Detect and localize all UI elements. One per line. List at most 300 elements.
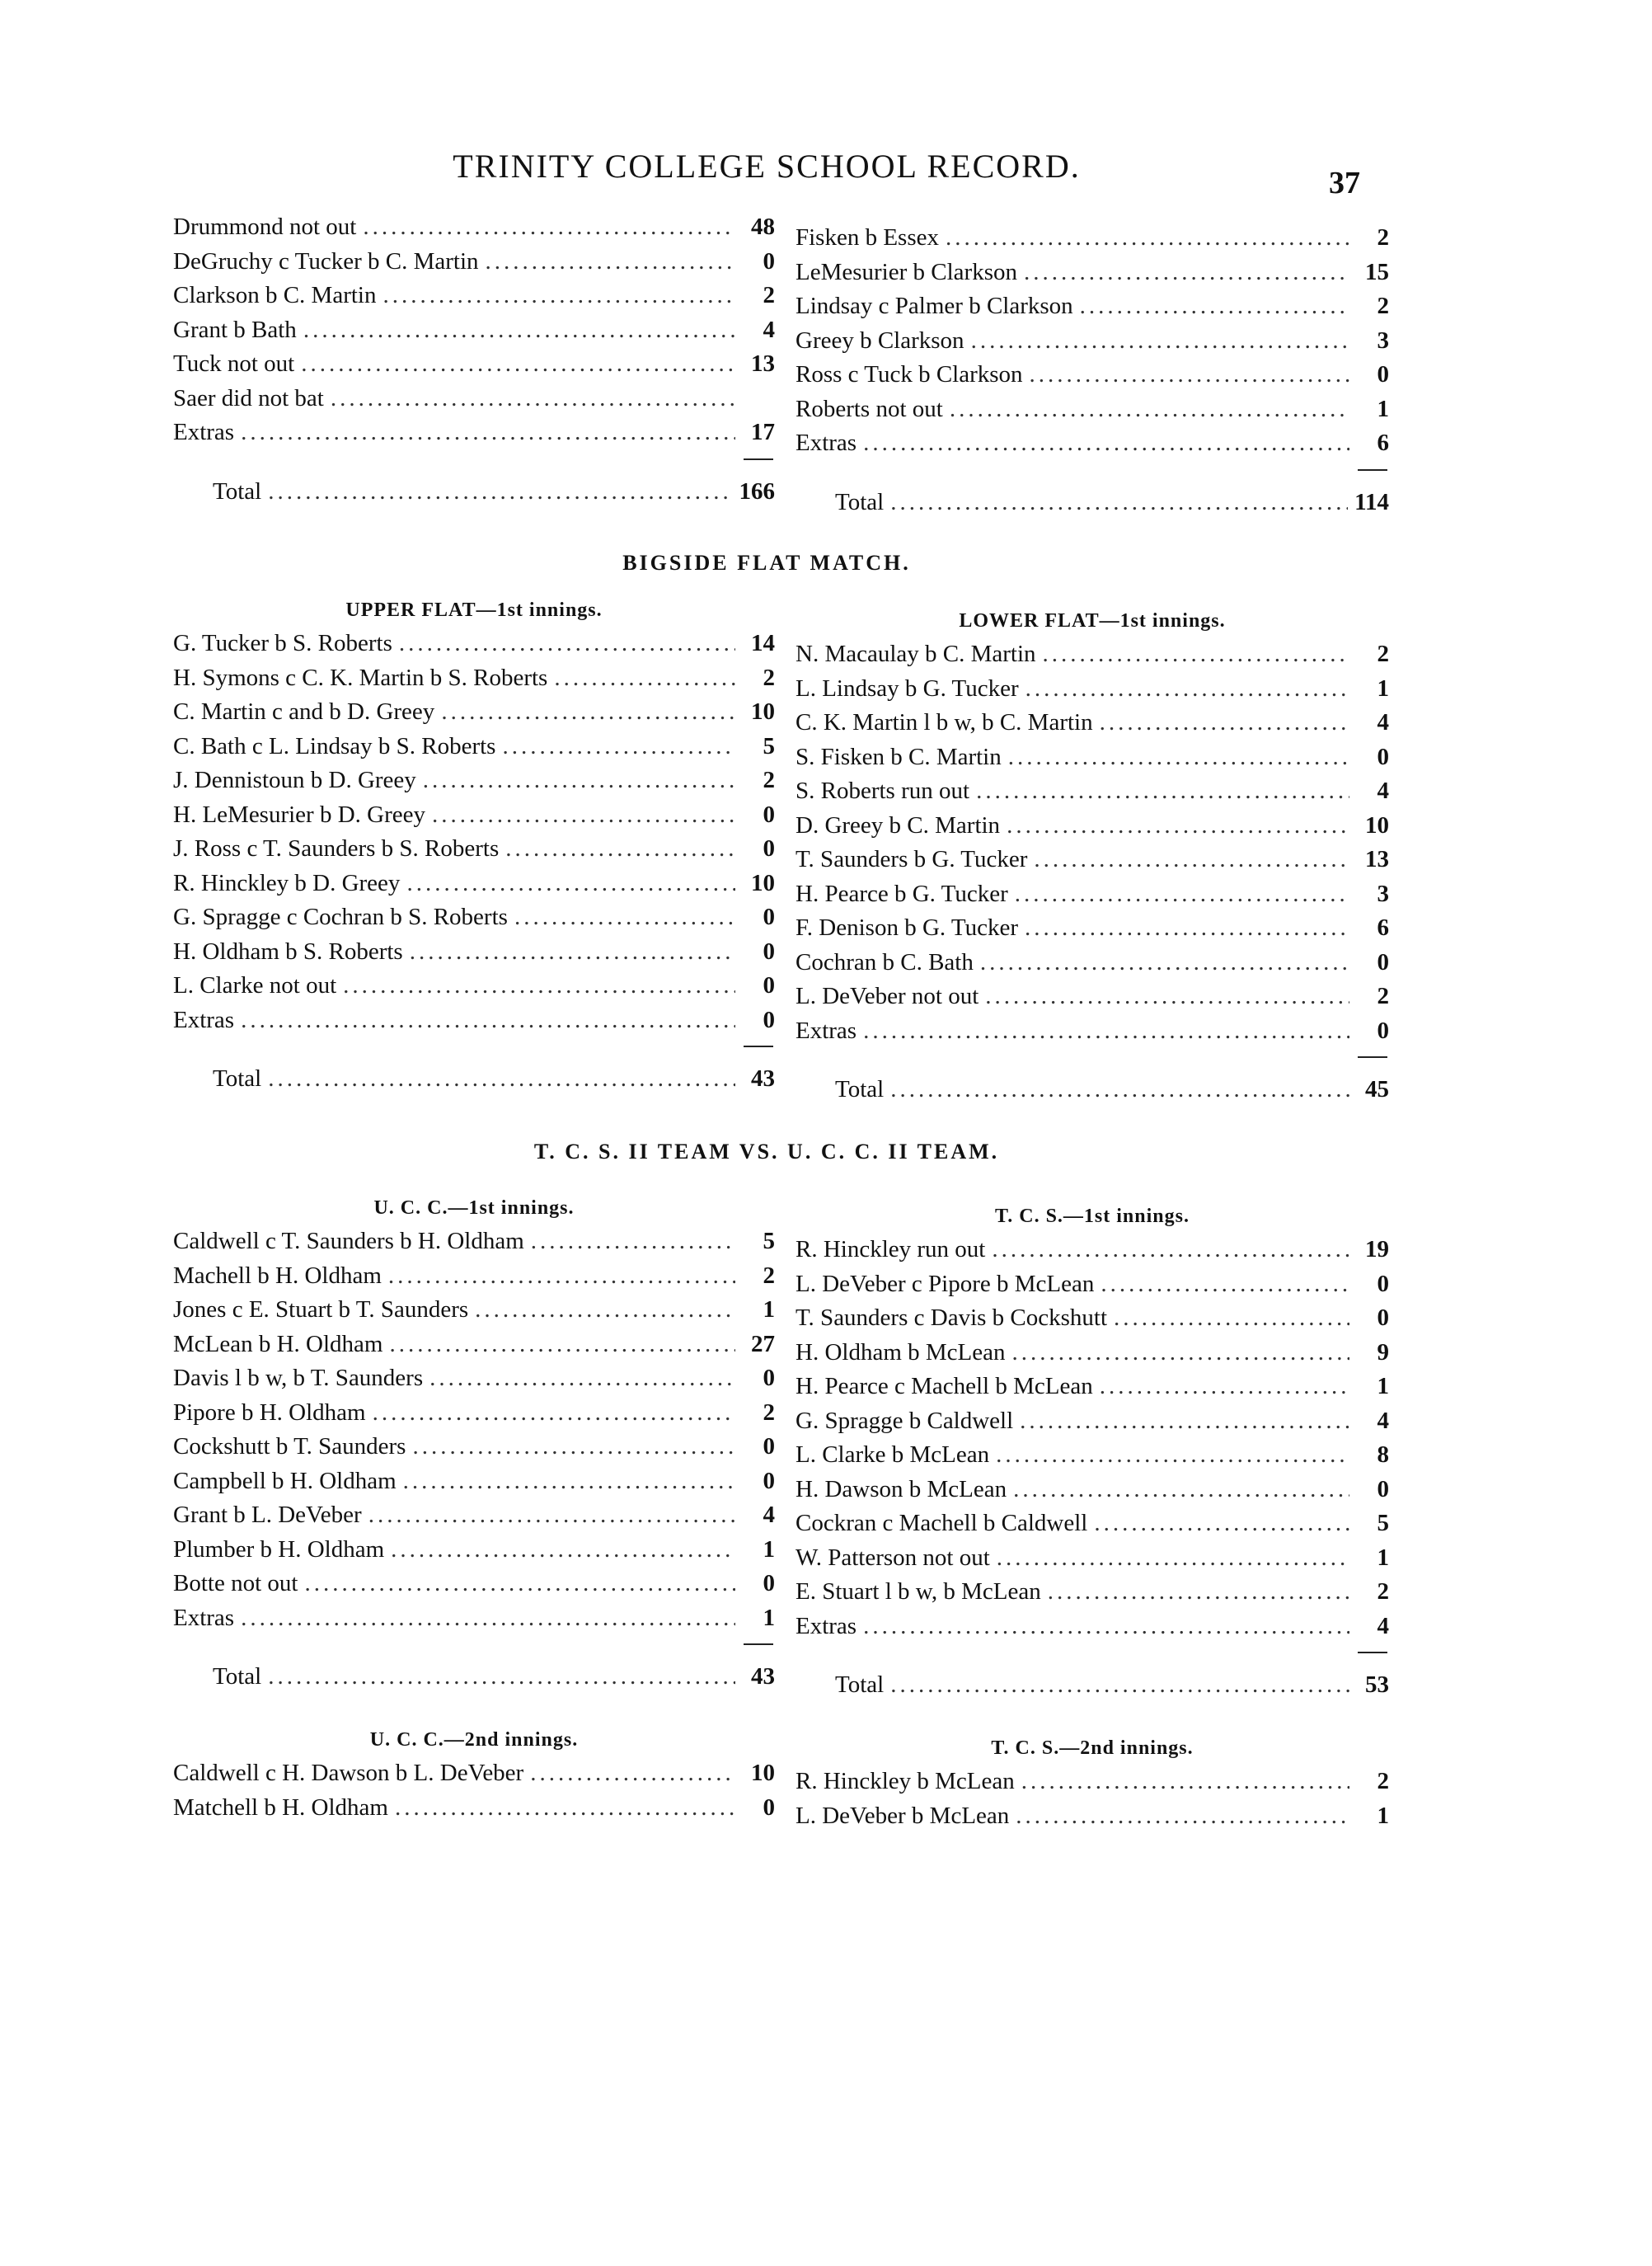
batsman-entry: Botte not out [173, 1570, 298, 1596]
score-row [173, 867, 775, 901]
score-row [795, 1438, 1389, 1473]
score-row [173, 730, 775, 764]
total-rule [173, 1037, 775, 1057]
score-row [795, 324, 1389, 359]
dot-leader [383, 279, 736, 313]
dot-leader [388, 1259, 735, 1294]
runs-score: 4 [1377, 778, 1389, 804]
dot-leader [863, 1610, 1349, 1644]
total-label: Total [835, 1076, 885, 1102]
runs-score: 1 [763, 1535, 775, 1563]
score-row [795, 426, 1389, 461]
runs-score: 10 [751, 698, 775, 725]
score-row [173, 1464, 775, 1499]
upper-flat-column [173, 594, 775, 1097]
batsman-entry: E. Stuart l b w, b McLean [795, 1578, 1041, 1605]
dot-leader [502, 730, 735, 764]
dot-leader [1100, 706, 1349, 740]
score-row [795, 1610, 1389, 1644]
dot-leader [946, 221, 1349, 256]
block1-left-column [173, 210, 775, 509]
tcs-first-innings-column [795, 1200, 1389, 1703]
score-row [795, 706, 1389, 740]
total-score: 43 [751, 1663, 775, 1690]
runs-score: 2 [1377, 641, 1389, 667]
dot-leader [1020, 1404, 1349, 1439]
runs-score: 2 [1377, 224, 1389, 251]
score-row [173, 661, 775, 696]
dot-leader [432, 798, 735, 833]
batsman-entry: Extras [795, 1017, 857, 1044]
runs-score: 10 [751, 869, 775, 896]
dot-leader [441, 695, 735, 730]
total-row [795, 486, 1389, 520]
dot-leader [268, 1660, 735, 1695]
dot-leader [343, 969, 735, 1004]
batsman-entry: Campbell b H. Oldham [173, 1467, 397, 1494]
score-row [795, 256, 1389, 290]
dot-leader [241, 1601, 735, 1636]
runs-score: 1 [1377, 395, 1389, 422]
score-row [795, 1541, 1389, 1576]
score-row [795, 911, 1389, 946]
dot-leader [985, 980, 1349, 1014]
batsman-entry: Matchell b H. Oldham [173, 1794, 388, 1821]
score-row [173, 1430, 775, 1464]
runs-score: 0 [763, 1794, 775, 1821]
dot-leader [997, 1541, 1349, 1576]
total-label: Total [213, 477, 262, 505]
runs-score: 1 [1377, 1802, 1389, 1829]
dot-leader [505, 832, 735, 867]
dot-leader [301, 347, 735, 382]
dot-leader [971, 324, 1349, 359]
score-row [173, 627, 775, 661]
runs-score: 0 [763, 1570, 775, 1596]
score-row [173, 1601, 775, 1636]
score-row [795, 1799, 1389, 1834]
batsman-entry: R. Hinckley run out [795, 1236, 986, 1262]
runs-score: 2 [1377, 1768, 1389, 1794]
dot-leader [475, 1293, 735, 1328]
dot-leader [980, 946, 1349, 980]
score-row [795, 1404, 1389, 1439]
runs-score: 3 [1377, 327, 1389, 354]
runs-score: 0 [1377, 743, 1389, 770]
total-label: Total [213, 1065, 262, 1092]
batsman-entry: L. DeVeber b McLean [795, 1802, 1010, 1829]
batsman-entry: D. Greey b C. Martin [795, 811, 1001, 839]
runs-score: 5 [1377, 1510, 1389, 1536]
runs-score: 0 [1377, 1475, 1389, 1502]
tcs-second-innings-column [795, 1732, 1389, 1833]
score-row [795, 1507, 1389, 1541]
batsman-entry: Extras [795, 430, 857, 456]
batsman-entry: L. Clarke not out [173, 972, 337, 999]
dot-leader [423, 764, 735, 798]
dot-leader [1015, 877, 1349, 912]
dot-leader [976, 774, 1349, 809]
score-row [795, 946, 1389, 980]
dot-leader [890, 1073, 1349, 1107]
innings-heading: T. C. S.—1st innings. [995, 1206, 1190, 1227]
batsman-entry: Extras [795, 1612, 857, 1639]
batsman-entry: R. Hinckley b McLean [795, 1768, 1015, 1794]
runs-score: 0 [763, 801, 775, 828]
score-row [795, 221, 1389, 256]
dot-leader [1043, 637, 1349, 672]
dot-leader [304, 1567, 735, 1601]
runs-score: 13 [1365, 846, 1389, 872]
score-row [795, 1233, 1389, 1267]
score-row [795, 740, 1389, 775]
total-rule [795, 1048, 1389, 1068]
page-header: TRINITY COLLEGE SCHOOL RECORD. [453, 148, 1081, 185]
score-row [795, 672, 1389, 707]
score-row [173, 1498, 775, 1533]
batsman-entry: H. Oldham b McLean [795, 1338, 1006, 1366]
batsman-entry: R. Hinckley b D. Greey [173, 869, 401, 896]
dot-leader [1101, 1267, 1349, 1302]
lower-flat-column [795, 604, 1389, 1107]
block1-right-column [795, 221, 1389, 519]
dot-leader [1048, 1575, 1349, 1610]
score-row [173, 695, 775, 730]
runs-score: 0 [763, 247, 775, 275]
score-row [173, 313, 775, 348]
batsman-entry: H. Oldham b S. Roberts [173, 938, 403, 965]
dot-leader [1025, 911, 1349, 946]
score-row [795, 358, 1389, 393]
batsman-entry: T. Saunders c Davis b Cockshutt [795, 1305, 1108, 1331]
batsman-entry: S. Fisken b C. Martin [795, 743, 1002, 770]
dot-leader [1114, 1301, 1349, 1336]
runs-score: 48 [751, 214, 775, 240]
dot-leader [890, 1668, 1349, 1703]
score-row [795, 393, 1389, 427]
batsman-entry: H. Symons c C. K. Martin b S. Roberts [173, 664, 548, 691]
runs-score: 1 [1377, 1373, 1389, 1399]
score-row [173, 347, 775, 382]
dot-leader [1016, 1799, 1349, 1834]
batsman-entry: Cockshutt b T. Saunders [173, 1433, 406, 1460]
score-row [173, 210, 775, 245]
runs-score: 2 [763, 664, 775, 691]
score-row [173, 1225, 775, 1259]
dot-leader [241, 1004, 735, 1038]
score-row [173, 1396, 775, 1431]
ucc-second-innings-column [173, 1723, 775, 1825]
batsman-entry: J. Ross c T. Saunders b S. Roberts [173, 835, 500, 862]
runs-score: 5 [763, 1228, 775, 1254]
batsman-entry: Ross c Tuck b Clarkson [795, 361, 1023, 388]
runs-score: 4 [763, 1502, 775, 1528]
dot-leader [268, 475, 732, 510]
score-row [795, 1370, 1389, 1404]
ucc-first-innings-column [173, 1192, 775, 1695]
runs-score: 2 [763, 767, 775, 793]
score-row [173, 1791, 775, 1826]
batsman-entry: H. Pearce b G. Tucker [795, 880, 1008, 907]
runs-score: 4 [1377, 1612, 1389, 1639]
runs-score: 0 [763, 1433, 775, 1460]
runs-score: 1 [763, 1296, 775, 1323]
batsman-entry: Jones c E. Stuart b T. Saunders [173, 1296, 469, 1323]
batsman-entry: C. Martin c and b D. Greey [173, 698, 435, 725]
runs-score: 2 [1377, 293, 1389, 319]
runs-score: 27 [751, 1330, 775, 1357]
total-row [173, 1062, 775, 1097]
batsman-entry: Saer did not bat [173, 384, 324, 411]
score-row [173, 969, 775, 1004]
batsman-entry: Extras [173, 1604, 235, 1631]
score-row [795, 637, 1389, 672]
total-score: 53 [1365, 1671, 1389, 1698]
dot-leader [1021, 1765, 1349, 1799]
total-row [795, 1668, 1389, 1703]
score-row [795, 774, 1389, 809]
runs-score: 5 [763, 732, 775, 759]
dot-leader [1030, 358, 1349, 393]
batsman-entry: Roberts not out [795, 395, 943, 422]
batsman-entry: Cochran b C. Bath [795, 948, 974, 976]
dot-leader [429, 1361, 735, 1396]
innings-heading: U. C. C.—2nd innings. [369, 1729, 579, 1751]
runs-score: 0 [1377, 1305, 1389, 1331]
score-row [173, 1004, 775, 1038]
total-score: 166 [739, 477, 775, 505]
batsman-entry: Extras [173, 419, 235, 445]
score-row [173, 1567, 775, 1601]
score-row [795, 1575, 1389, 1610]
batsman-entry: LeMesurier b Clarkson [795, 258, 1017, 285]
score-row [795, 809, 1389, 844]
dot-leader [992, 1233, 1349, 1267]
dot-leader [1012, 1336, 1350, 1370]
dot-leader [1080, 289, 1349, 324]
batsman-entry: Extras [173, 1006, 235, 1033]
batsman-entry: G. Spragge b Caldwell [795, 1407, 1014, 1434]
batsman-entry: Cockran c Machell b Caldwell [795, 1510, 1088, 1536]
dot-leader [403, 1464, 735, 1499]
score-row [173, 764, 775, 798]
runs-score: 1 [763, 1604, 775, 1631]
batsman-entry: H. LeMesurier b D. Greey [173, 801, 426, 828]
dot-leader [1008, 740, 1349, 775]
dot-leader [395, 1791, 735, 1826]
batsman-entry: Pipore b H. Oldham [173, 1399, 366, 1426]
runs-score: 0 [1377, 948, 1389, 976]
batsman-entry: Clarkson b C. Martin [173, 282, 377, 308]
score-row [795, 1301, 1389, 1336]
runs-score: 0 [763, 972, 775, 999]
runs-score: 0 [763, 1365, 775, 1391]
innings-heading: LOWER FLAT—1st innings. [959, 610, 1226, 632]
dot-leader [390, 1328, 736, 1362]
runs-score: 2 [763, 1262, 775, 1289]
score-row [795, 1765, 1389, 1799]
dot-leader [531, 1225, 735, 1259]
dot-leader [1094, 1507, 1349, 1541]
score-row [173, 1259, 775, 1294]
runs-score: 4 [763, 316, 775, 343]
dot-leader [241, 416, 735, 450]
score-row [173, 832, 775, 867]
innings-heading: T. C. S.—2nd innings. [991, 1737, 1194, 1759]
total-label: Total [835, 1671, 885, 1698]
dot-leader [890, 486, 1348, 520]
runs-score: 3 [1377, 880, 1389, 907]
total-row [173, 1660, 775, 1695]
score-row [795, 1336, 1389, 1370]
runs-score: 0 [1377, 1017, 1389, 1044]
total-rule [795, 461, 1389, 481]
score-row [795, 877, 1389, 912]
runs-score: 2 [1377, 1578, 1389, 1605]
runs-score: 0 [1377, 1270, 1389, 1297]
runs-score: 0 [763, 938, 775, 965]
batsman-entry: G. Tucker b S. Roberts [173, 630, 392, 656]
runs-score: 4 [1377, 1407, 1389, 1434]
runs-score: 0 [763, 1006, 775, 1033]
runs-score: 0 [763, 835, 775, 862]
batsman-entry: Caldwell c T. Saunders b H. Oldham [173, 1228, 524, 1254]
runs-score: 17 [751, 419, 775, 445]
batsman-entry: G. Spragge c Cochran b S. Roberts [173, 904, 508, 930]
batsman-entry: McLean b H. Oldham [173, 1330, 383, 1357]
batsman-entry: H. Dawson b McLean [795, 1475, 1007, 1502]
dot-leader [410, 935, 735, 970]
score-row [173, 935, 775, 970]
runs-score: 19 [1365, 1236, 1389, 1262]
batsman-entry: F. Denison b G. Tucker [795, 914, 1018, 941]
runs-score: 15 [1365, 258, 1389, 285]
dot-leader [268, 1062, 735, 1097]
batsman-entry: C. K. Martin l b w, b C. Martin [795, 709, 1093, 736]
batsman-entry: Grant b Bath [173, 316, 297, 343]
dot-leader [363, 210, 735, 245]
batsman-entry: J. Dennistoun b D. Greey [173, 767, 416, 793]
batsman-entry: L. DeVeber c Pipore b McLean [795, 1270, 1095, 1297]
batsman-entry: Drummond not out [173, 214, 357, 240]
dot-leader [996, 1438, 1349, 1473]
score-row [795, 980, 1389, 1014]
dot-leader [950, 393, 1349, 427]
runs-score: 10 [751, 1760, 775, 1786]
score-row [173, 900, 775, 935]
batsman-entry: Grant b L. DeVeber [173, 1502, 362, 1528]
total-rule [173, 450, 775, 470]
dot-leader [1013, 1473, 1349, 1507]
batsman-entry: N. Macaulay b C. Martin [795, 641, 1036, 667]
dot-leader [406, 867, 735, 901]
score-row [173, 416, 775, 450]
score-row [173, 1756, 775, 1791]
innings-heading: U. C. C.—1st innings. [373, 1197, 575, 1219]
total-score: 114 [1354, 488, 1389, 515]
total-row [795, 1073, 1389, 1107]
page-number: 37 [1329, 166, 1360, 200]
dot-leader [863, 1014, 1349, 1049]
dot-leader [1025, 672, 1349, 707]
runs-score: 6 [1377, 914, 1389, 941]
dot-leader [1024, 256, 1349, 290]
batsman-entry: Fisken b Essex [795, 224, 939, 251]
dot-leader [530, 1756, 735, 1791]
score-row [173, 1533, 775, 1568]
total-score: 45 [1365, 1076, 1389, 1102]
runs-score: 0 [763, 1467, 775, 1494]
runs-score: 10 [1365, 811, 1389, 839]
runs-score: 4 [1377, 709, 1389, 736]
score-row [173, 1293, 775, 1328]
runs-score: 14 [751, 630, 775, 656]
score-row [173, 798, 775, 833]
score-row [173, 382, 775, 416]
innings-heading: UPPER FLAT—1st innings. [345, 599, 603, 621]
dot-leader [399, 627, 735, 661]
score-row [795, 1267, 1389, 1302]
dot-leader [368, 1498, 735, 1533]
dot-leader [863, 426, 1349, 461]
runs-score: 2 [763, 282, 775, 308]
runs-score: 1 [1377, 675, 1389, 702]
batsman-entry: L. Clarke b McLean [795, 1441, 990, 1468]
batsman-entry: L. Lindsay b G. Tucker [795, 675, 1019, 702]
score-row [795, 1014, 1389, 1049]
dot-leader [1007, 809, 1349, 844]
runs-score: 9 [1377, 1338, 1389, 1366]
dot-leader [1034, 843, 1349, 877]
runs-score: 2 [1377, 983, 1389, 1009]
batsman-entry: W. Patterson not out [795, 1544, 990, 1571]
batsman-entry: Tuck not out [173, 350, 295, 377]
section-title-tcs-vs-ucc: T. C. S. II TEAM VS. U. C. C. II TEAM. [533, 1140, 1000, 1164]
batsman-entry: DeGruchy c Tucker b C. Martin [173, 247, 479, 275]
dot-leader [412, 1430, 735, 1464]
score-row [795, 843, 1389, 877]
runs-score: 6 [1377, 430, 1389, 456]
batsman-entry: H. Pearce c Machell b McLean [795, 1373, 1093, 1399]
score-row [173, 1328, 775, 1362]
dot-leader [331, 382, 735, 416]
runs-score: 1 [1377, 1544, 1389, 1571]
total-rule [795, 1643, 1389, 1663]
score-row [173, 1361, 775, 1396]
score-row [795, 289, 1389, 324]
dot-leader [391, 1533, 735, 1568]
runs-score: 8 [1377, 1441, 1389, 1468]
total-row [173, 475, 775, 510]
dot-leader [486, 245, 735, 280]
total-rule [173, 1635, 775, 1655]
batsman-entry: Davis l b w, b T. Saunders [173, 1365, 424, 1391]
total-label: Total [213, 1663, 262, 1690]
runs-score: 2 [763, 1399, 775, 1426]
batsman-entry: Caldwell c H. Dawson b L. DeVeber [173, 1760, 524, 1786]
batsman-entry: Plumber b H. Oldham [173, 1535, 385, 1563]
score-row [795, 1473, 1389, 1507]
runs-score: 13 [751, 350, 775, 377]
batsman-entry: T. Saunders b G. Tucker [795, 846, 1028, 872]
runs-score: 0 [1377, 361, 1389, 388]
batsman-entry: Machell b H. Oldham [173, 1262, 382, 1289]
batsman-entry: C. Bath c L. Lindsay b S. Roberts [173, 732, 496, 759]
dot-leader [1100, 1370, 1349, 1404]
batsman-entry: S. Roberts run out [795, 778, 970, 804]
total-score: 43 [751, 1065, 775, 1092]
dot-leader [373, 1396, 735, 1431]
